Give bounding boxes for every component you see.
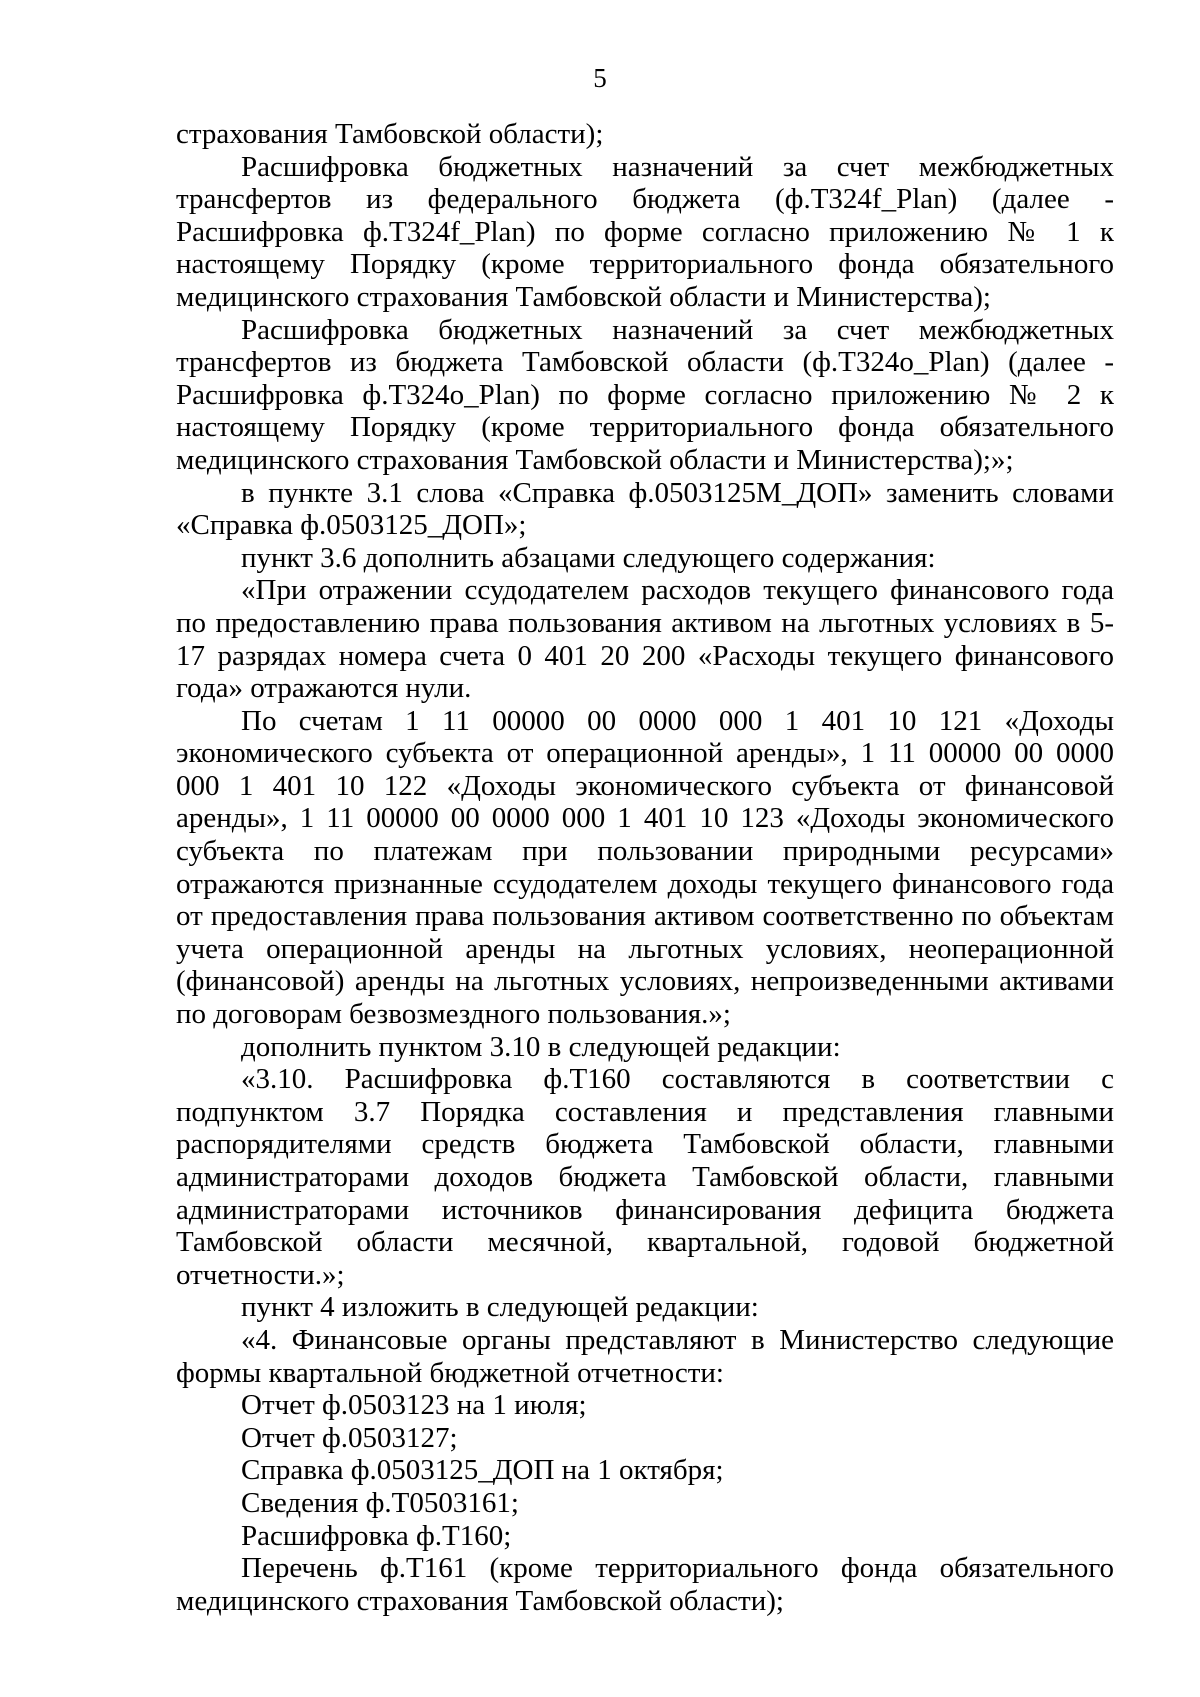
document-body — [176, 118, 1114, 1617]
list-item-info-t0503161: Сведения ф.Т0503161; — [241, 1486, 519, 1519]
page-number: 5 — [593, 63, 607, 93]
paragraph-lender-expenses: «При отражении ссудодателем расходов текущего финансового года по предоставлению права пользования активом на льготных условиях в 5-17 разрядах номера счета 0 401 20 200 «Расходы текущего финансового года» отражаются нули. — [176, 574, 1114, 705]
list-item-report-0503127: Отчет ф.0503127; — [241, 1421, 458, 1454]
paragraph-accounts: По счетам 1 11 00000 00 0000 000 1 401 10 121 «Доходы экономического субъекта от операционной аренды», 1 11 00000 00 0000 000 1 401 10 122 «Доходы экономического субъекта от финансовой аренды», 1 11 00000 00 0000 000 1 401 10 123 «Доходы экономического субъекта по платежам при пользовании природными ресурсами» отражаются признанные ссудодателем доходы текущего финансового года от предоставления права пользования активом соответственно по объектам учета операционной аренды на льготных условиях, неоперационной (финансовой) аренды на льготных условиях, непроизведенными активами по договорам безвозмездного пользования.»; — [176, 704, 1114, 1031]
paragraph-continuation: страхования Тамбовской области); — [176, 118, 604, 150]
paragraph-clause-3-1: в пункте 3.1 слова «Справка ф.0503125М_ДОП» заменить словами «Справка ф.0503125_ДОП»; — [176, 476, 1114, 542]
paragraph-decoding-federal-transfers: Расшифровка бюджетных назначений за счет межбюджетных трансфертов из федерального бюджета (ф.Т324f_Plan) (далее - Расшифровка ф.Т324f_Plan) по форме согласно приложению № 1 к настоящему Порядку (кроме территориального фонда обязательного медицинского страхования Тамбовской области и Министерства); — [176, 150, 1114, 313]
paragraph-clause-3-6: пункт 3.6 дополнить абзацами следующего содержания: — [241, 541, 936, 574]
paragraph-clause-3-10-intro: дополнить пунктом 3.10 в следующей редакции: — [241, 1030, 841, 1063]
list-item-report-0503123: Отчет ф.0503123 на 1 июля; — [241, 1389, 587, 1422]
paragraph-clause-4-intro: пункт 4 изложить в следующей редакции: — [241, 1291, 759, 1324]
paragraph-clause-3-10: «3.10. Расшифровка ф.Т160 составляются в соответствии с подпунктом 3.7 Порядка составления и представления главными распорядителями средств бюджета Тамбовской области, главными администраторами доходов бюджета Тамбовской области, главными администраторами источников финансирования дефицита бюджета Тамбовской области месячной, квартальной, годовой бюджетной отчетности.»; — [176, 1063, 1114, 1291]
paragraph-clause-4: «4. Финансовые органы представляют в Министерство следующие формы квартальной бюджетной отчетности: — [176, 1323, 1114, 1389]
list-item-decoding-t160: Расшифровка ф.Т160; — [241, 1519, 512, 1552]
paragraph-decoding-regional-transfers: Расшифровка бюджетных назначений за счет межбюджетных трансфертов из бюджета Тамбовской области (ф.Т324о_Plan) (далее - Расшифровка ф.Т324о_Plan) по форме согласно приложению № 2 к настоящему Порядку (кроме территориального фонда обязательного медицинского страхования Тамбовской области и Министерства);»; — [176, 313, 1114, 476]
list-item-certificate-0503125: Справка ф.0503125_ДОП на 1 октября; — [241, 1454, 724, 1487]
list-item-list-t161: Перечень ф.Т161 (кроме территориального фонда обязательного медицинского страхования Тамбовской области); — [176, 1552, 1114, 1617]
